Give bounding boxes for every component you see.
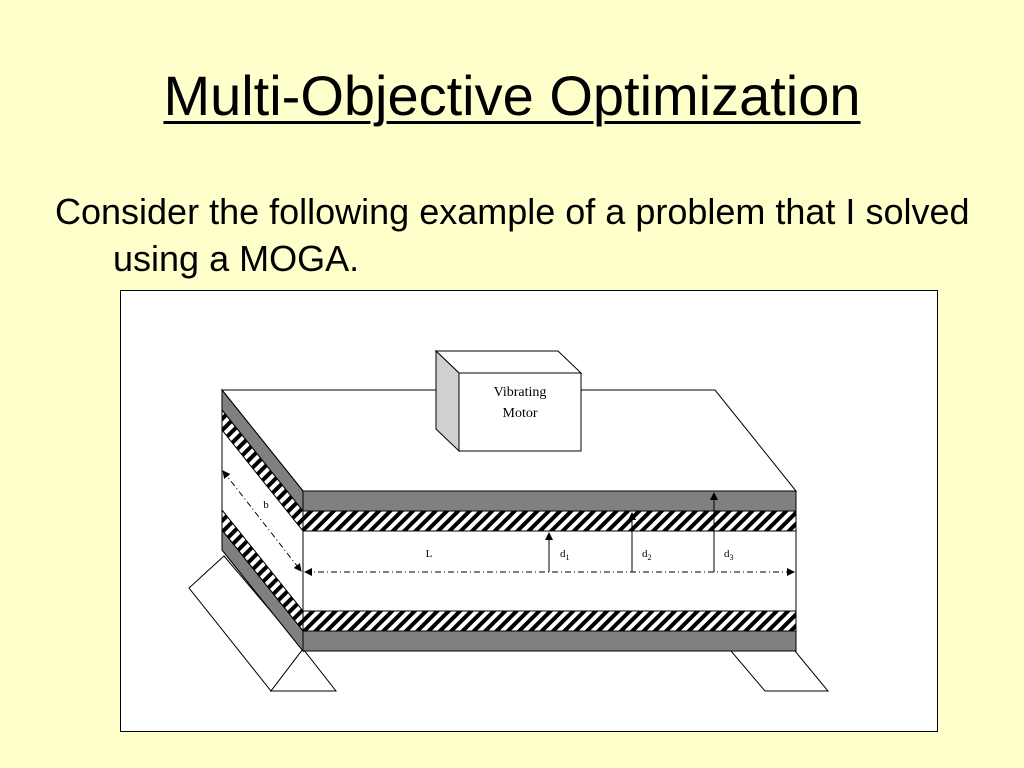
vibrating-motor xyxy=(436,351,581,451)
label-d2: $d_2$ xyxy=(642,548,652,562)
motor-label-line2: Motor xyxy=(502,406,538,421)
label-L: L xyxy=(425,548,433,560)
right-support xyxy=(731,651,828,691)
slide-title: Multi-Objective Optimization xyxy=(163,64,861,127)
label-d3: $d_3$ xyxy=(724,548,734,562)
label-d1: $d_1$ xyxy=(560,548,570,562)
beam-diagram-svg xyxy=(121,291,939,733)
motor-label-line1: Vibrating xyxy=(493,385,547,400)
beam-diagram xyxy=(120,290,938,732)
label-b: b xyxy=(263,499,269,511)
slide-body-text: Consider the following example of a problem that I solved using a MOGA. xyxy=(55,191,970,279)
